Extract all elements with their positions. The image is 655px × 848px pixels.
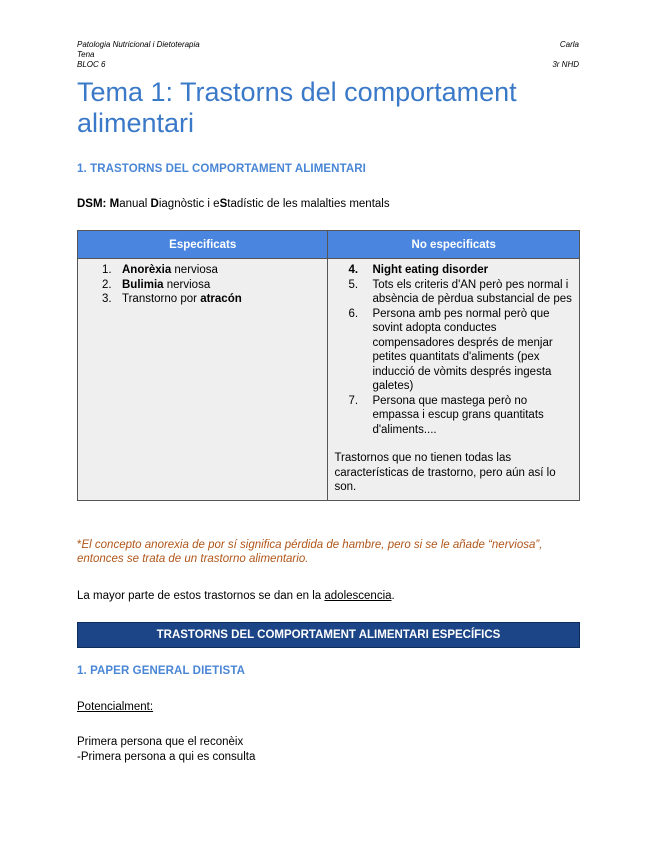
- anorexia-note: [77, 538, 579, 566]
- item-bold: atracón: [200, 293, 242, 305]
- item-bold: Bulimia: [122, 278, 164, 291]
- list-item: [334, 263, 573, 278]
- dsm-text-1: anual: [119, 198, 151, 210]
- adolescence-sentence: [77, 589, 579, 603]
- header-author-first: Carla: [559, 40, 579, 49]
- header-course: 3r NHD: [552, 60, 579, 69]
- section-heading-1: 1. TRASTORNS DEL COMPORTAMENT ALIMENTARI: [77, 163, 366, 175]
- item-bold: Anorèxia: [122, 264, 172, 276]
- item-number: 7.: [348, 394, 359, 407]
- item-number: 3.: [102, 293, 112, 305]
- specific-disorders-banner: TRASTORNS DEL COMPORTAMENT ALIMENTARI ESPECÍFICS: [77, 622, 580, 648]
- note-text: El concepto anorexia de por sí significa pérdida de hambre, pero si se le añade “nerviosa”, entonces se trata de un trastorno alimentario.: [77, 539, 543, 565]
- item-text: nerviosa: [163, 278, 211, 291]
- dsm-text-2: iagnòstic i e: [158, 198, 220, 210]
- list-item: [334, 307, 573, 394]
- item-number: 1.: [102, 264, 112, 276]
- item-text: Tots els criteris d'AN però pes normal i absència de pèrdua substancial de pes: [372, 278, 572, 305]
- adolescence-text: La mayor parte de estos trastornos se dan en la: [77, 590, 325, 602]
- item-text: Transtorno por: [122, 293, 201, 305]
- page-title: Tema 1: Trastorns del comportament alimentari: [77, 77, 517, 138]
- col-header-unspecified: No especificats: [328, 231, 580, 259]
- header-author-last: Tena: [77, 50, 95, 59]
- adolescence-period: .: [391, 590, 395, 602]
- note-star: *: [77, 539, 82, 551]
- potencialment-text: Potencialment:: [77, 701, 154, 713]
- dsm-definition: [77, 197, 579, 211]
- item-text: Persona que mastega però no empassa i escup grans quantitats d'aliments....: [372, 394, 544, 436]
- unspecified-cell: [328, 259, 580, 501]
- line-2: -Primera persona a qui es consulta: [77, 751, 256, 763]
- header-subject: Patologia Nutricional i Dietoterapia: [77, 40, 200, 49]
- line-1: Primera persona que el reconèix: [77, 736, 244, 748]
- list-item: [84, 263, 321, 278]
- item-text: nerviosa: [171, 264, 218, 276]
- specified-cell: [78, 259, 328, 501]
- section-heading-2: 1. PAPER GENERAL DIETISTA: [77, 665, 245, 677]
- list-item: [334, 278, 573, 307]
- item-number: 6.: [348, 307, 359, 320]
- disorders-table: [77, 230, 580, 501]
- adolescence-underlined: adolescencia: [324, 590, 392, 602]
- item-number: 4.: [348, 264, 359, 276]
- dsm-letter-d: D: [150, 198, 159, 210]
- unspecified-note: Trastornos que no tienen todas las características de trastorno, pero aún así lo son.: [334, 452, 556, 493]
- item-number: 2.: [102, 278, 112, 291]
- list-item: [334, 394, 573, 438]
- specified-list: [84, 263, 321, 307]
- dsm-label: DSM:: [77, 198, 107, 210]
- dsm-text-3: tadístic de les malalties mentals: [227, 198, 390, 210]
- list-item: [84, 278, 321, 293]
- header-block: BLOC 6: [77, 60, 106, 69]
- item-text: Persona amb pes normal però que sovint adopta conductes compensadores després de menjar petites quantitats d'aliments (pex inducció de vòmits després ingesta galetes): [372, 307, 553, 392]
- list-item: [84, 292, 321, 307]
- unspecified-list: [334, 263, 573, 437]
- dsm-letter-m: M: [109, 198, 120, 210]
- item-number: 5.: [348, 278, 359, 291]
- item-bold: Night eating disorder: [372, 264, 489, 276]
- col-header-specified: Especificats: [78, 231, 328, 259]
- potencialment-label: [77, 700, 579, 714]
- page-header: [77, 40, 579, 70]
- dsm-letter-s: S: [219, 198, 228, 210]
